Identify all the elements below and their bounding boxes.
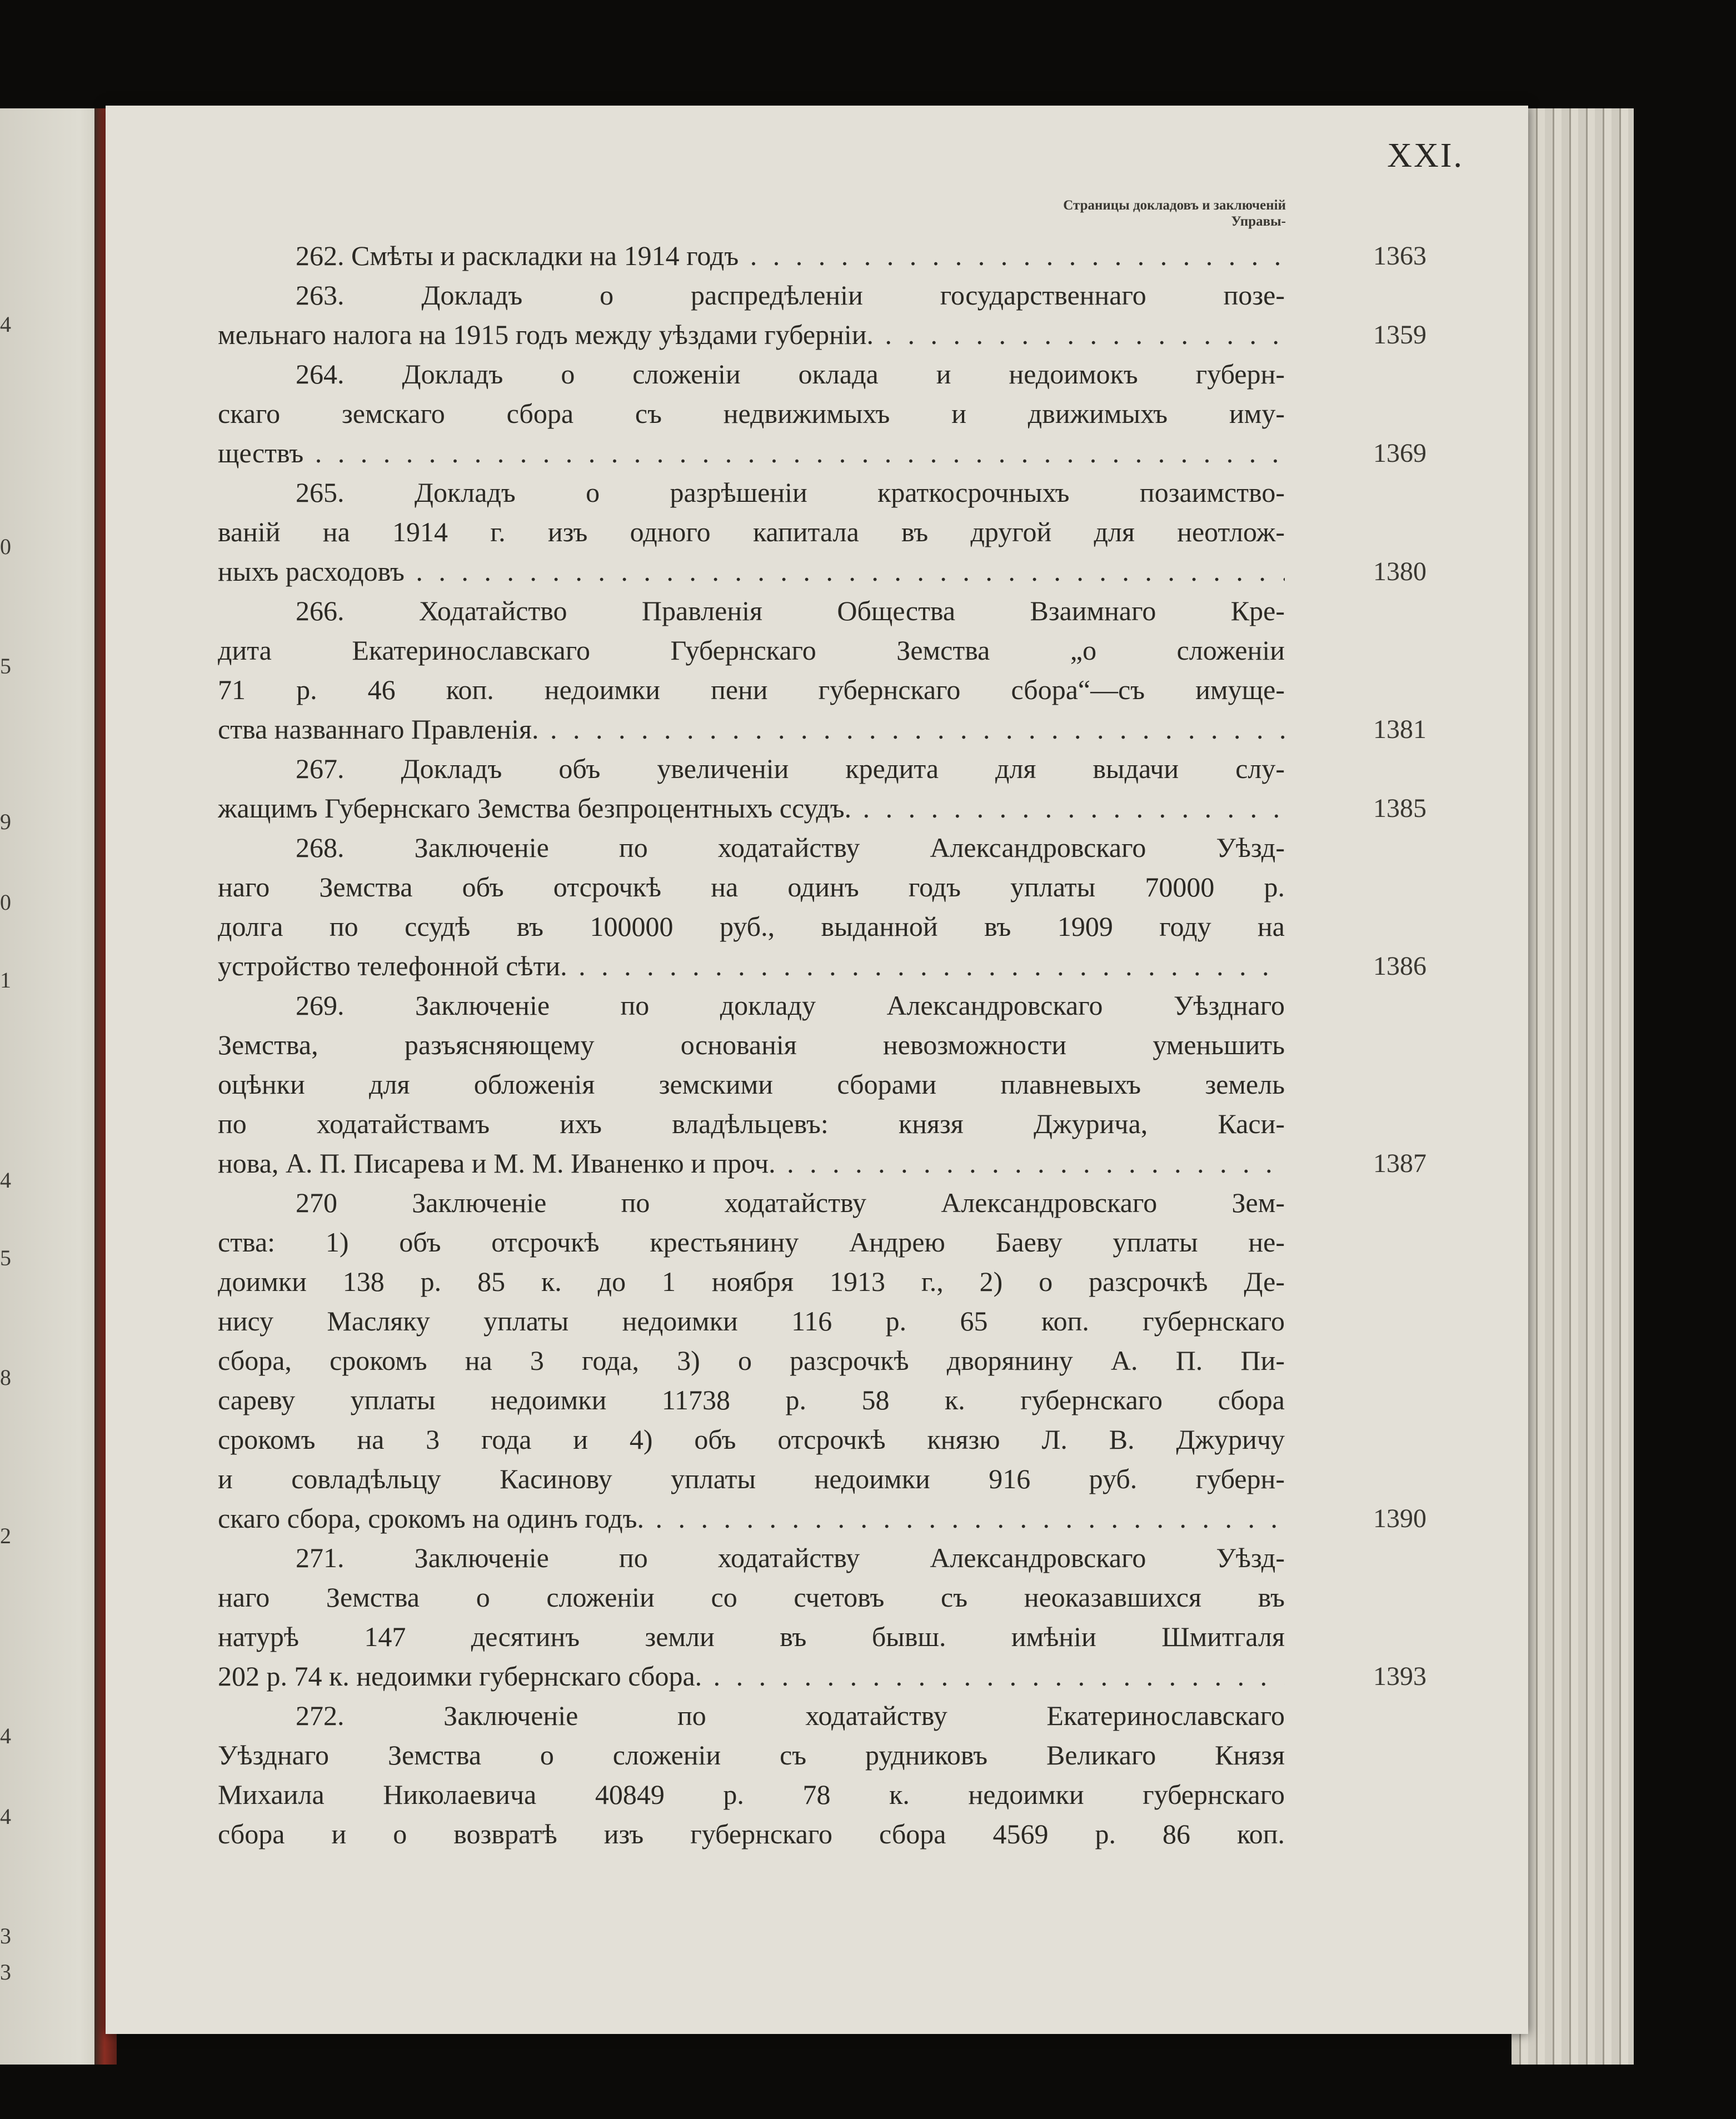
entry-line: 263. Докладъ о распредѣленіи государственнаго позе- [296, 280, 1285, 311]
table-of-contents [218, 236, 1426, 1854]
entry-page-number: 1386 [1373, 951, 1426, 981]
margin-number: 4 [0, 312, 11, 337]
toc-entry [218, 473, 1426, 591]
entry-page-number: 1390 [1373, 1504, 1426, 1533]
entry-page-number: 1380 [1373, 557, 1426, 586]
toc-entry [218, 986, 1426, 1183]
entry-line: нова, А. П. Писарева и М. М. Иваненко и проч. . . . [218, 1144, 1285, 1183]
entry-line: Михаила Николаевича 40849 р. 78 к. недоимки губернскаго [218, 1779, 1285, 1810]
entry-line: натурѣ 147 десятинъ земли въ бывш. имѣніи Шмитгаля [218, 1621, 1285, 1652]
margin-number: 4 [0, 1804, 11, 1829]
toc-entry [218, 828, 1426, 986]
entry-line: наго Земства объ отсрочкѣ на одинъ годъ уплаты 70000 р. [218, 871, 1285, 903]
entry-line: срокомъ на 3 года и 4) объ отсрочкѣ князю Л. В. Джуричу [218, 1424, 1285, 1455]
entry-line: нису Масляку уплаты недоимки 116 р. 65 коп. губернскаго [218, 1305, 1285, 1337]
entry-line: ваній на 1914 г. изъ одного капитала въ другой для неотлож- [218, 516, 1285, 547]
entry-line: скаго земскаго сбора съ недвижимыхъ и движимыхъ иму- [218, 398, 1285, 429]
entry-line: 268. Заключеніе по ходатайству Александровскаго Уѣзд- [296, 832, 1285, 863]
entry-line: оцѣнки для обложенія земскими сборами плавневыхъ земель [218, 1069, 1285, 1100]
entry-page-number: 1369 [1373, 438, 1426, 468]
page-stack-edge [1511, 108, 1634, 2065]
toc-entry [218, 236, 1426, 276]
entry-page-number: 1363 [1373, 241, 1426, 271]
entry-line: 264. Докладъ о сложеніи оклада и недоимокъ губерн- [296, 358, 1285, 390]
margin-number: 5 [0, 654, 11, 679]
entry-line: Земства, разъясняющему основанія невозможности уменьшить [218, 1029, 1285, 1060]
toc-entry [218, 276, 1426, 355]
entry-line: устройство телефонной сѣти. . . . [218, 946, 1285, 986]
entry-line: 271. Заключеніе по ходатайству Александровскаго Уѣзд- [296, 1542, 1285, 1573]
entry-line: скаго сбора, срокомъ на одинъ годъ. . . . [218, 1499, 1285, 1538]
margin-number: 0 [0, 890, 11, 915]
entry-line: 272. Заключеніе по ходатайству Екатеринославскаго [296, 1700, 1285, 1731]
margin-number: 1 [0, 968, 11, 993]
margin-number: 4 [0, 1168, 11, 1193]
margin-number: 8 [0, 1365, 11, 1390]
entry-line: ныхъ расходовъ . . . [218, 552, 1285, 591]
entry-line: ства названнаго Правленія. . . . [218, 710, 1285, 749]
margin-number: 3 [0, 1923, 11, 1948]
margin-number: 5 [0, 1245, 11, 1270]
toc-entry [218, 1183, 1426, 1538]
entry-line: 202 р. 74 к. недоимки губернскаго сбора. . . . [218, 1657, 1285, 1696]
entry-line: 265. Докладъ о разрѣшеніи краткосрочныхъ позаимство- [296, 477, 1285, 508]
toc-entry [218, 1696, 1285, 1854]
entry-line: ства: 1) объ отсрочкѣ крестьянину Андрею Баеву уплаты не- [218, 1226, 1285, 1258]
entry-line: сбора и о возвратѣ изъ губернскаго сбора 4569 р. 86 коп. [218, 1818, 1285, 1849]
entry-page-number: 1359 [1373, 320, 1426, 350]
entry-line: по ходатайствамъ ихъ владѣльцевъ: князя Джурича, Каси- [218, 1108, 1285, 1139]
entry-page-number: 1381 [1373, 715, 1426, 744]
entry-line: 71 р. 46 коп. недоимки пени губернскаго сбора“—съ имуще- [218, 674, 1285, 705]
entry-page-number: 1393 [1373, 1662, 1426, 1691]
entry-line: сареву уплаты недоимки 11738 р. 58 к. губернскаго сбора [218, 1384, 1285, 1415]
margin-number: 0 [0, 534, 11, 559]
entry-line: сбора, срокомъ на 3 года, 3) о разсрочкѣ дворянину А. П. Пи- [218, 1345, 1285, 1376]
entry-line: дита Екатеринославскаго Губернскаго Земства „о сложеніи [218, 635, 1285, 666]
page-number: XXI. [1387, 137, 1464, 174]
entry-page-number: 1387 [1373, 1149, 1426, 1178]
margin-number: 4 [0, 1723, 11, 1748]
margin-number: 2 [0, 1523, 11, 1548]
entry-line: мельнаго налога на 1915 годъ между уѣздами губерніи. . . . [218, 315, 1285, 355]
entry-line: 267. Докладъ объ увеличеніи кредита для выдачи слу- [296, 753, 1285, 784]
entry-line: Уѣзднаго Земства о сложеніи съ рудниковъ Великаго Князя [218, 1739, 1285, 1771]
toc-entry [218, 355, 1426, 473]
entry-line: доимки 138 р. 85 к. до 1 ноября 1913 г., 2) о разсрочкѣ Де- [218, 1266, 1285, 1297]
toc-entry [218, 591, 1426, 749]
entry-line: 266. Ходатайство Правленія Общества Взаимнаго Кре- [296, 595, 1285, 626]
entry-line: 270 Заключеніе по ходатайству Александровскаго Зем- [296, 1187, 1285, 1218]
entry-line: ществъ . . . [218, 433, 1285, 473]
entry-line: наго Земства о сложеніи со счетовъ съ неоказавшихся въ [218, 1582, 1285, 1613]
entry-page-number: 1385 [1373, 794, 1426, 823]
entry-line: 262. Смѣты и раскладки на 1914 годъ . . . [218, 236, 1285, 276]
entry-line: жащимъ Губернскаго Земства безпроцентныхъ ссудъ. . . . [218, 789, 1285, 828]
entry-line: и совладѣльцу Касинову уплаты недоимки 916 руб. губерн- [218, 1463, 1285, 1494]
entry-line: 269. Заключеніе по докладу Александровскаго Уѣзднаго [296, 990, 1285, 1021]
entry-line: долга по ссудѣ въ 100000 руб., выданной въ 1909 году на [218, 911, 1285, 942]
toc-entry [218, 749, 1426, 828]
margin-number: 9 [0, 809, 11, 834]
toc-entry [218, 1538, 1426, 1696]
margin-number: 3 [0, 1960, 11, 1985]
column-heading: Страницы докладовъ и заключеній Управы- [1063, 198, 1286, 229]
